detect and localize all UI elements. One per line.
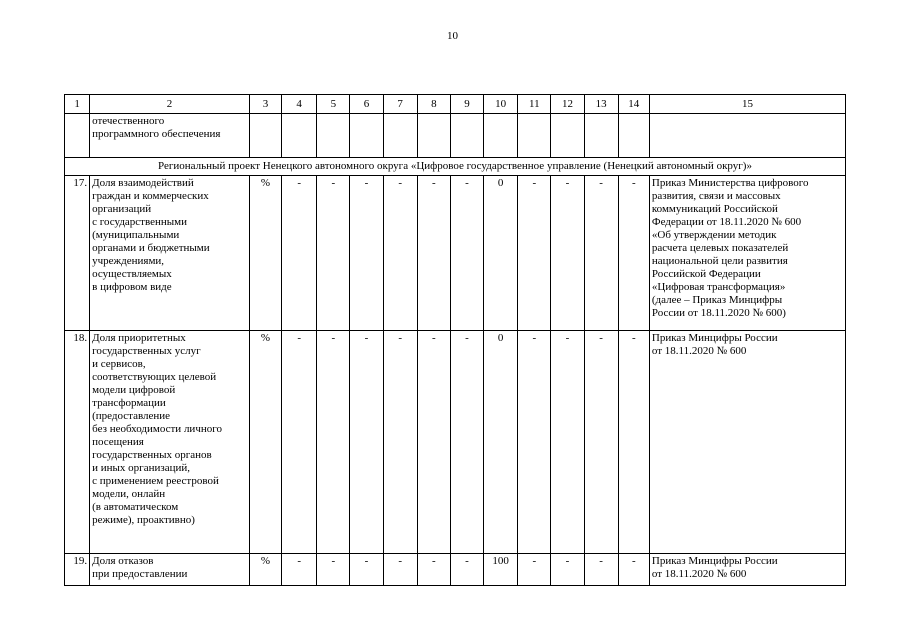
source-cell: Приказ Минцифры России от 18.11.2020 № 600 — [649, 331, 845, 554]
empty-cell — [649, 114, 845, 158]
column-number: 13 — [584, 95, 618, 114]
section-row — [65, 158, 846, 176]
unit-cell: % — [249, 331, 281, 554]
value-cell: - — [518, 554, 551, 586]
table-row — [65, 331, 846, 554]
column-number: 4 — [282, 95, 317, 114]
source-cell: Приказ Минцифры России от 18.11.2020 № 600 — [649, 554, 845, 586]
value-cell: - — [282, 176, 317, 331]
continuation-text: отечественного программного обеспечения — [90, 114, 250, 158]
value-cell: - — [317, 554, 350, 586]
column-number: 5 — [317, 95, 350, 114]
value-cell: - — [383, 176, 417, 331]
empty-cell — [518, 114, 551, 158]
table-row — [65, 176, 846, 331]
indicator-name: Доля отказов при предоставлении — [90, 554, 250, 586]
value-cell: - — [518, 331, 551, 554]
column-number: 15 — [649, 95, 845, 114]
empty-cell — [551, 114, 584, 158]
value-cell: - — [383, 331, 417, 554]
indicator-name: Доля приоритетных государственных услуг и сервисов, соответствующих целевой модели цифровой трансформации (предоставление без необходимости личного посещения государственных органов и иных организаций, с применением реестровой модели, онлайн (в автоматическом режиме), проактивно) — [90, 331, 250, 554]
row-number: 18. — [65, 331, 90, 554]
page-number: 10 — [447, 30, 458, 42]
value-cell: - — [450, 331, 483, 554]
unit-cell: % — [249, 176, 281, 331]
value-cell: - — [417, 331, 450, 554]
row-number: 17. — [65, 176, 90, 331]
empty-cell — [484, 114, 518, 158]
value-cell: 100 — [484, 554, 518, 586]
column-number: 2 — [90, 95, 250, 114]
table-row — [65, 554, 846, 586]
value-cell: - — [350, 554, 383, 586]
column-number: 14 — [618, 95, 649, 114]
value-cell: - — [383, 554, 417, 586]
indicators-table — [64, 94, 846, 586]
value-cell: - — [282, 554, 317, 586]
column-number: 12 — [551, 95, 584, 114]
value-cell: - — [317, 331, 350, 554]
value-cell: - — [618, 176, 649, 331]
column-number: 1 — [65, 95, 90, 114]
empty-cell — [584, 114, 618, 158]
value-cell: 0 — [484, 331, 518, 554]
continuation-row — [65, 114, 846, 158]
value-cell: - — [450, 554, 483, 586]
column-number: 11 — [518, 95, 551, 114]
column-number: 7 — [383, 95, 417, 114]
value-cell: - — [417, 176, 450, 331]
column-number: 6 — [350, 95, 383, 114]
empty-cell — [618, 114, 649, 158]
column-numbers-row — [65, 95, 846, 114]
empty-cell — [249, 114, 281, 158]
value-cell: - — [618, 331, 649, 554]
empty-cell — [282, 114, 317, 158]
value-cell: - — [282, 331, 317, 554]
empty-cell — [65, 114, 90, 158]
value-cell: - — [551, 176, 584, 331]
column-number: 9 — [450, 95, 483, 114]
value-cell: - — [584, 176, 618, 331]
value-cell: - — [350, 331, 383, 554]
value-cell: - — [551, 554, 584, 586]
value-cell: - — [317, 176, 350, 331]
empty-cell — [350, 114, 383, 158]
value-cell: - — [584, 331, 618, 554]
source-cell: Приказ Министерства цифрового развития, связи и массовых коммуникаций Российской Федерации от 18.11.2020 № 600 «Об утверждении методик расчета целевых показателей национальной цели развития Российской Федерации «Цифровая трансформация» (далее – Приказ Минцифры России от 18.11.2020 № 600) — [649, 176, 845, 331]
value-cell: - — [551, 331, 584, 554]
empty-cell — [417, 114, 450, 158]
column-number: 8 — [417, 95, 450, 114]
column-number: 3 — [249, 95, 281, 114]
unit-cell: % — [249, 554, 281, 586]
value-cell: - — [518, 176, 551, 331]
indicator-name: Доля взаимодействий граждан и коммерческих организаций с государственными (муниципальными органами и бюджетными учреждениями, осуществляемых в цифровом виде — [90, 176, 250, 331]
value-cell: 0 — [484, 176, 518, 331]
value-cell: - — [584, 554, 618, 586]
empty-cell — [450, 114, 483, 158]
column-number: 10 — [484, 95, 518, 114]
value-cell: - — [450, 176, 483, 331]
value-cell: - — [350, 176, 383, 331]
empty-cell — [317, 114, 350, 158]
empty-cell — [383, 114, 417, 158]
value-cell: - — [618, 554, 649, 586]
value-cell: - — [417, 554, 450, 586]
row-number: 19. — [65, 554, 90, 586]
section-title: Региональный проект Ненецкого автономного округа «Цифровое государственное управление (Ненецкий автономный округ)» — [65, 158, 846, 176]
